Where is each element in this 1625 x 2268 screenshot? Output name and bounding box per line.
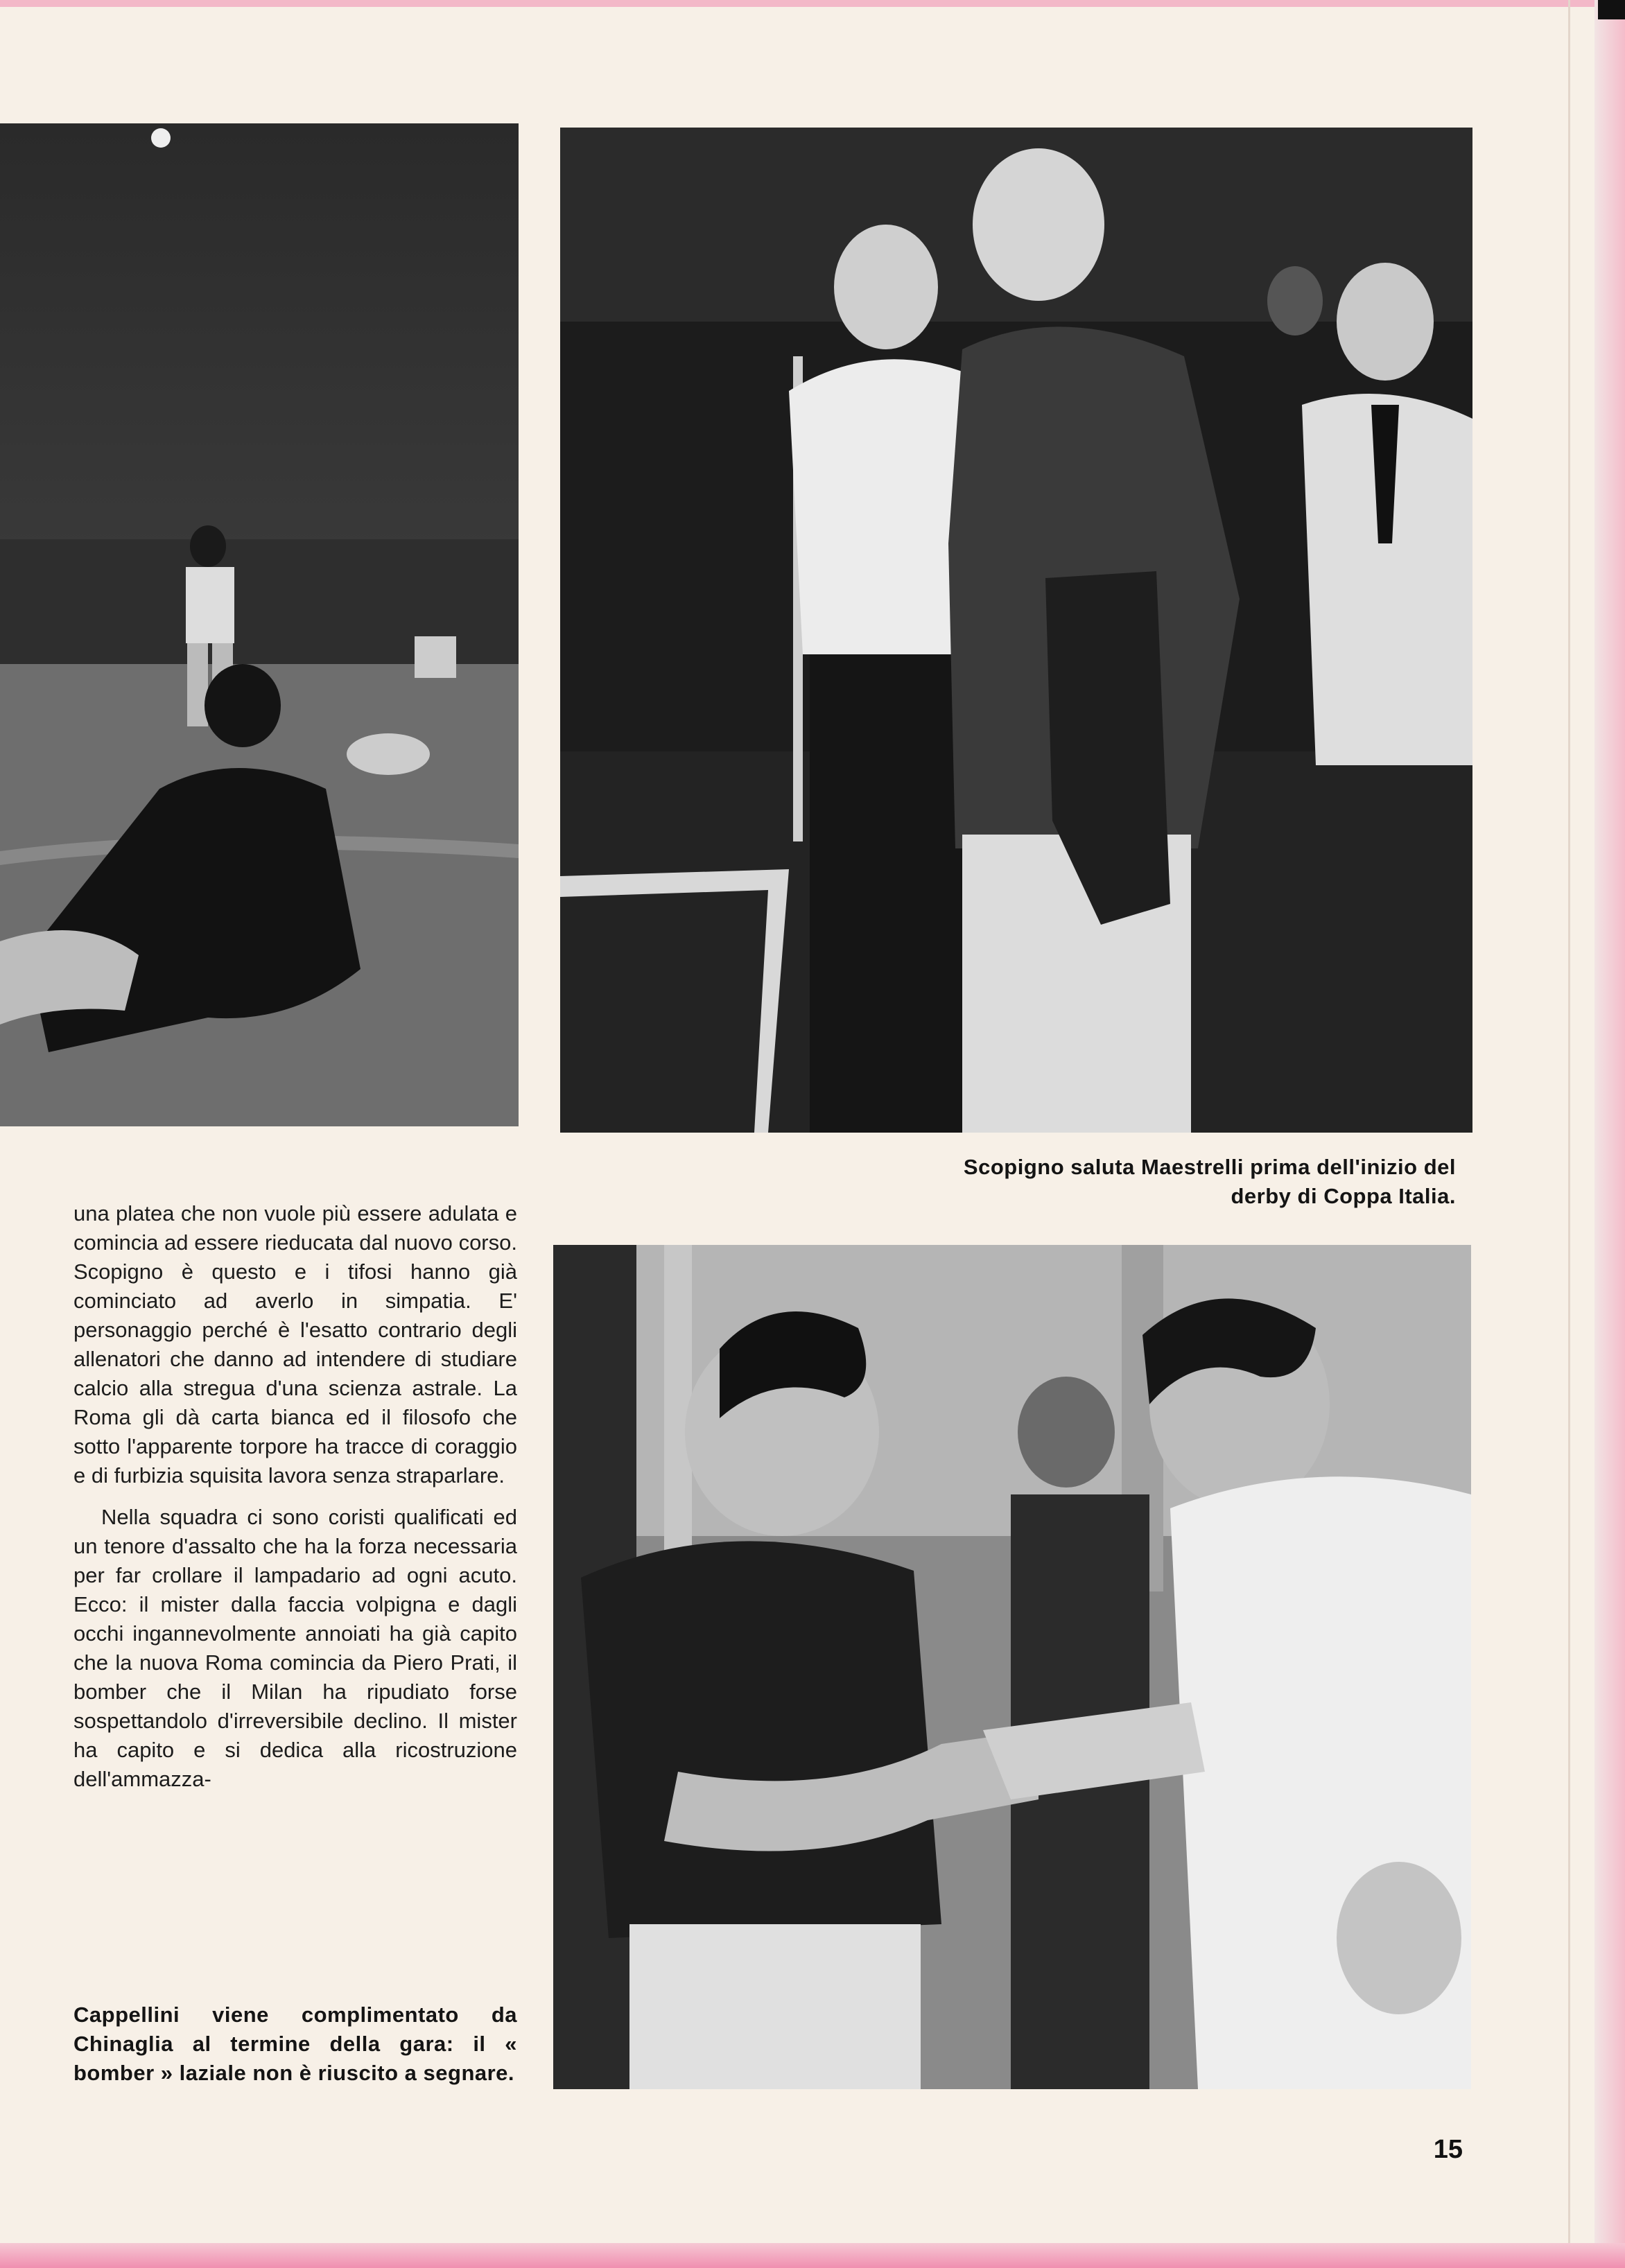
- page-number: 15: [1433, 2135, 1463, 2164]
- photo-night-match: [0, 123, 519, 1126]
- caption-players-handshake: Cappellini viene complimentato da Chinaglia al termine della gara: il « bomber » laziale non è riuscito a segnare.: [73, 2003, 517, 2085]
- article-body: [73, 1199, 517, 1806]
- article-paragraph: una platea che non vuole più essere adulata e comincia ad essere rieducata dal nuovo corso. Scopigno è questo e i tifosi hanno già cominciato ad averlo in simpatia. E' personaggio perché è l'esatto contrario degli allenatori che danno ad intendere di studiare calcio alla stregua d'una scienza astrale. La Roma gli dà carta bianca ed il filosofo che sotto l'apparente torpore ha tracce di coraggio e di furbizia squisita lavora senza straparlare.: [73, 1201, 517, 1488]
- page-edge-top: [0, 0, 1625, 7]
- page-edge-bottom: [0, 2243, 1625, 2268]
- corner-mark: [1598, 0, 1625, 19]
- photo-coaches-greeting: [560, 128, 1472, 1133]
- binding-line: [1568, 0, 1570, 2246]
- photo-players-handshake: [553, 1245, 1471, 2089]
- article-paragraph: Nella squadra ci sono coristi qualificati ed un tenore d'assalto che ha la forza necessaria per far crollare il lampadario ad ogni acuto. Ecco: il mister dalla faccia volpigna e dagli occhi ingannevolmente annoiati ha già capito che la nuova Roma comincia da Piero Prati, il bomber che il Milan ha ripudiato forse sospettandolo d'irreversibile declino. Il mister ha capito e si dedica alla ricostruzione dell'ammazza-: [73, 1505, 517, 1791]
- caption-coaches-greeting: Scopigno saluta Maestrelli prima dell'inizio del derby di Coppa Italia.: [963, 1155, 1456, 1208]
- page-edge-right: [1594, 0, 1625, 2268]
